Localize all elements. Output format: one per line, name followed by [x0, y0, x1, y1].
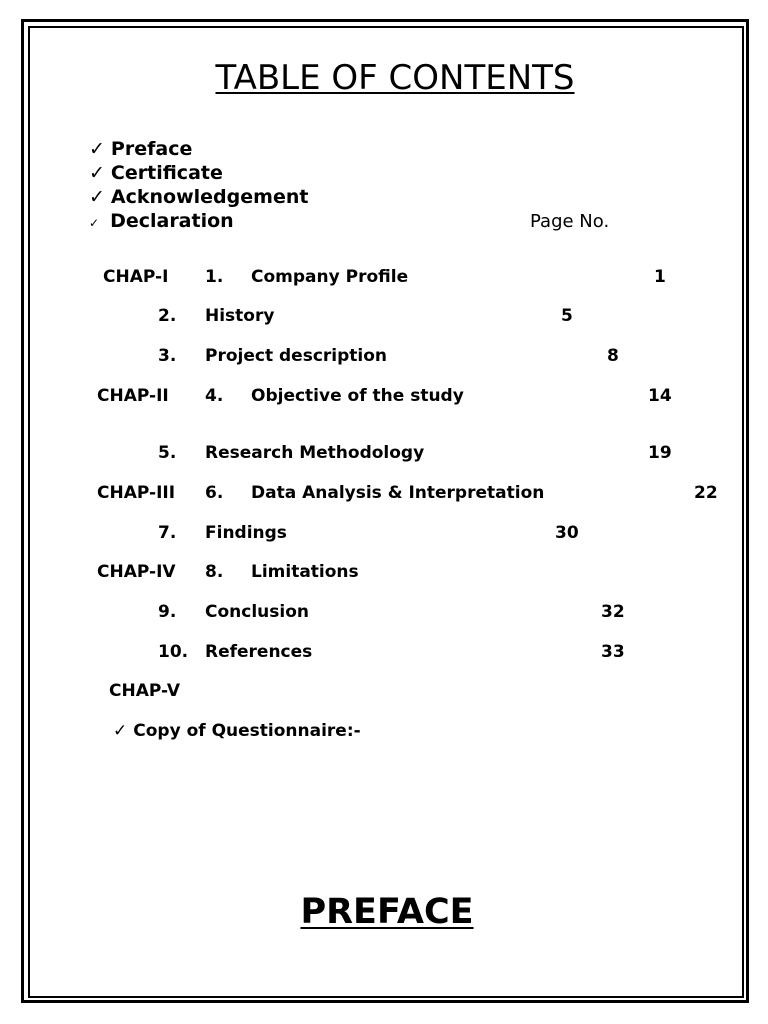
toc-entry-page: 22: [694, 483, 718, 503]
toc-entry-page: 33: [601, 642, 625, 662]
toc-entry-number: 3.: [158, 346, 177, 366]
preface-heading: PREFACE: [300, 892, 474, 932]
questionnaire-item: [113, 721, 361, 741]
toc-entry-title: Findings: [205, 523, 287, 543]
front-matter-label: Acknowledgement: [110, 186, 309, 208]
front-matter-label: Preface: [110, 138, 193, 160]
checkmark-icon: ✓: [89, 186, 105, 208]
toc-entry-page: 1: [654, 267, 666, 287]
toc-chapter-label: CHAP-IV: [97, 562, 176, 582]
checkmark-icon: ✓: [89, 138, 105, 160]
toc-entry-title: References: [205, 642, 313, 662]
checkmark-icon: ✓: [89, 162, 105, 184]
toc-entry-title: Project description: [205, 346, 388, 366]
toc-entry-number: 10.: [158, 642, 189, 662]
toc-entry-number: 9.: [158, 602, 177, 622]
front-matter-item-acknowledgement: [89, 186, 308, 208]
toc-entry-number: 7.: [158, 523, 177, 543]
front-matter-label: Declaration: [110, 210, 234, 232]
checkmark-icon: ✓: [89, 216, 100, 230]
toc-chapter-label: CHAP-III: [97, 483, 176, 503]
toc-entry-number: 2.: [158, 306, 177, 326]
page-no-heading: Page No.: [530, 211, 610, 232]
toc-title: TABLE OF CONTENTS: [215, 58, 575, 98]
toc-entry-page: 14: [648, 386, 672, 406]
toc-entry-number: 1.: [205, 267, 224, 287]
front-matter-label: Certificate: [110, 162, 223, 184]
toc-entry-number: 4.: [205, 386, 224, 406]
toc-entry-page: 30: [555, 523, 579, 543]
toc-entry-title: Research Methodology: [205, 443, 425, 463]
toc-chapter-label: CHAP-II: [97, 386, 169, 406]
front-matter-item-certificate: [89, 162, 223, 184]
toc-entry-number: 5.: [158, 443, 177, 463]
toc-entry-page: 5: [561, 306, 573, 326]
toc-entry-title: Limitations: [251, 562, 359, 582]
toc-entry-number: 6.: [205, 483, 224, 503]
toc-chapter-label: CHAP-I: [103, 267, 169, 287]
toc-entry-title: Data Analysis & Interpretation: [251, 483, 545, 503]
toc-chapter-label: CHAP-V: [109, 681, 180, 701]
toc-entry-number: 8.: [205, 562, 224, 582]
front-matter-item-declaration: [89, 210, 234, 232]
toc-entry-title: Objective of the study: [251, 386, 464, 406]
toc-entry-page: 32: [601, 602, 625, 622]
toc-entry-title: History: [205, 306, 275, 326]
toc-entry-title: Conclusion: [205, 602, 309, 622]
front-matter-item-preface: [89, 138, 192, 160]
questionnaire-label: Copy of Questionnaire:-: [133, 721, 361, 741]
checkmark-icon: ✓: [113, 721, 128, 741]
toc-entry-title: Company Profile: [251, 267, 409, 287]
toc-entry-page: 19: [648, 443, 672, 463]
toc-entry-page: 8: [607, 346, 619, 366]
